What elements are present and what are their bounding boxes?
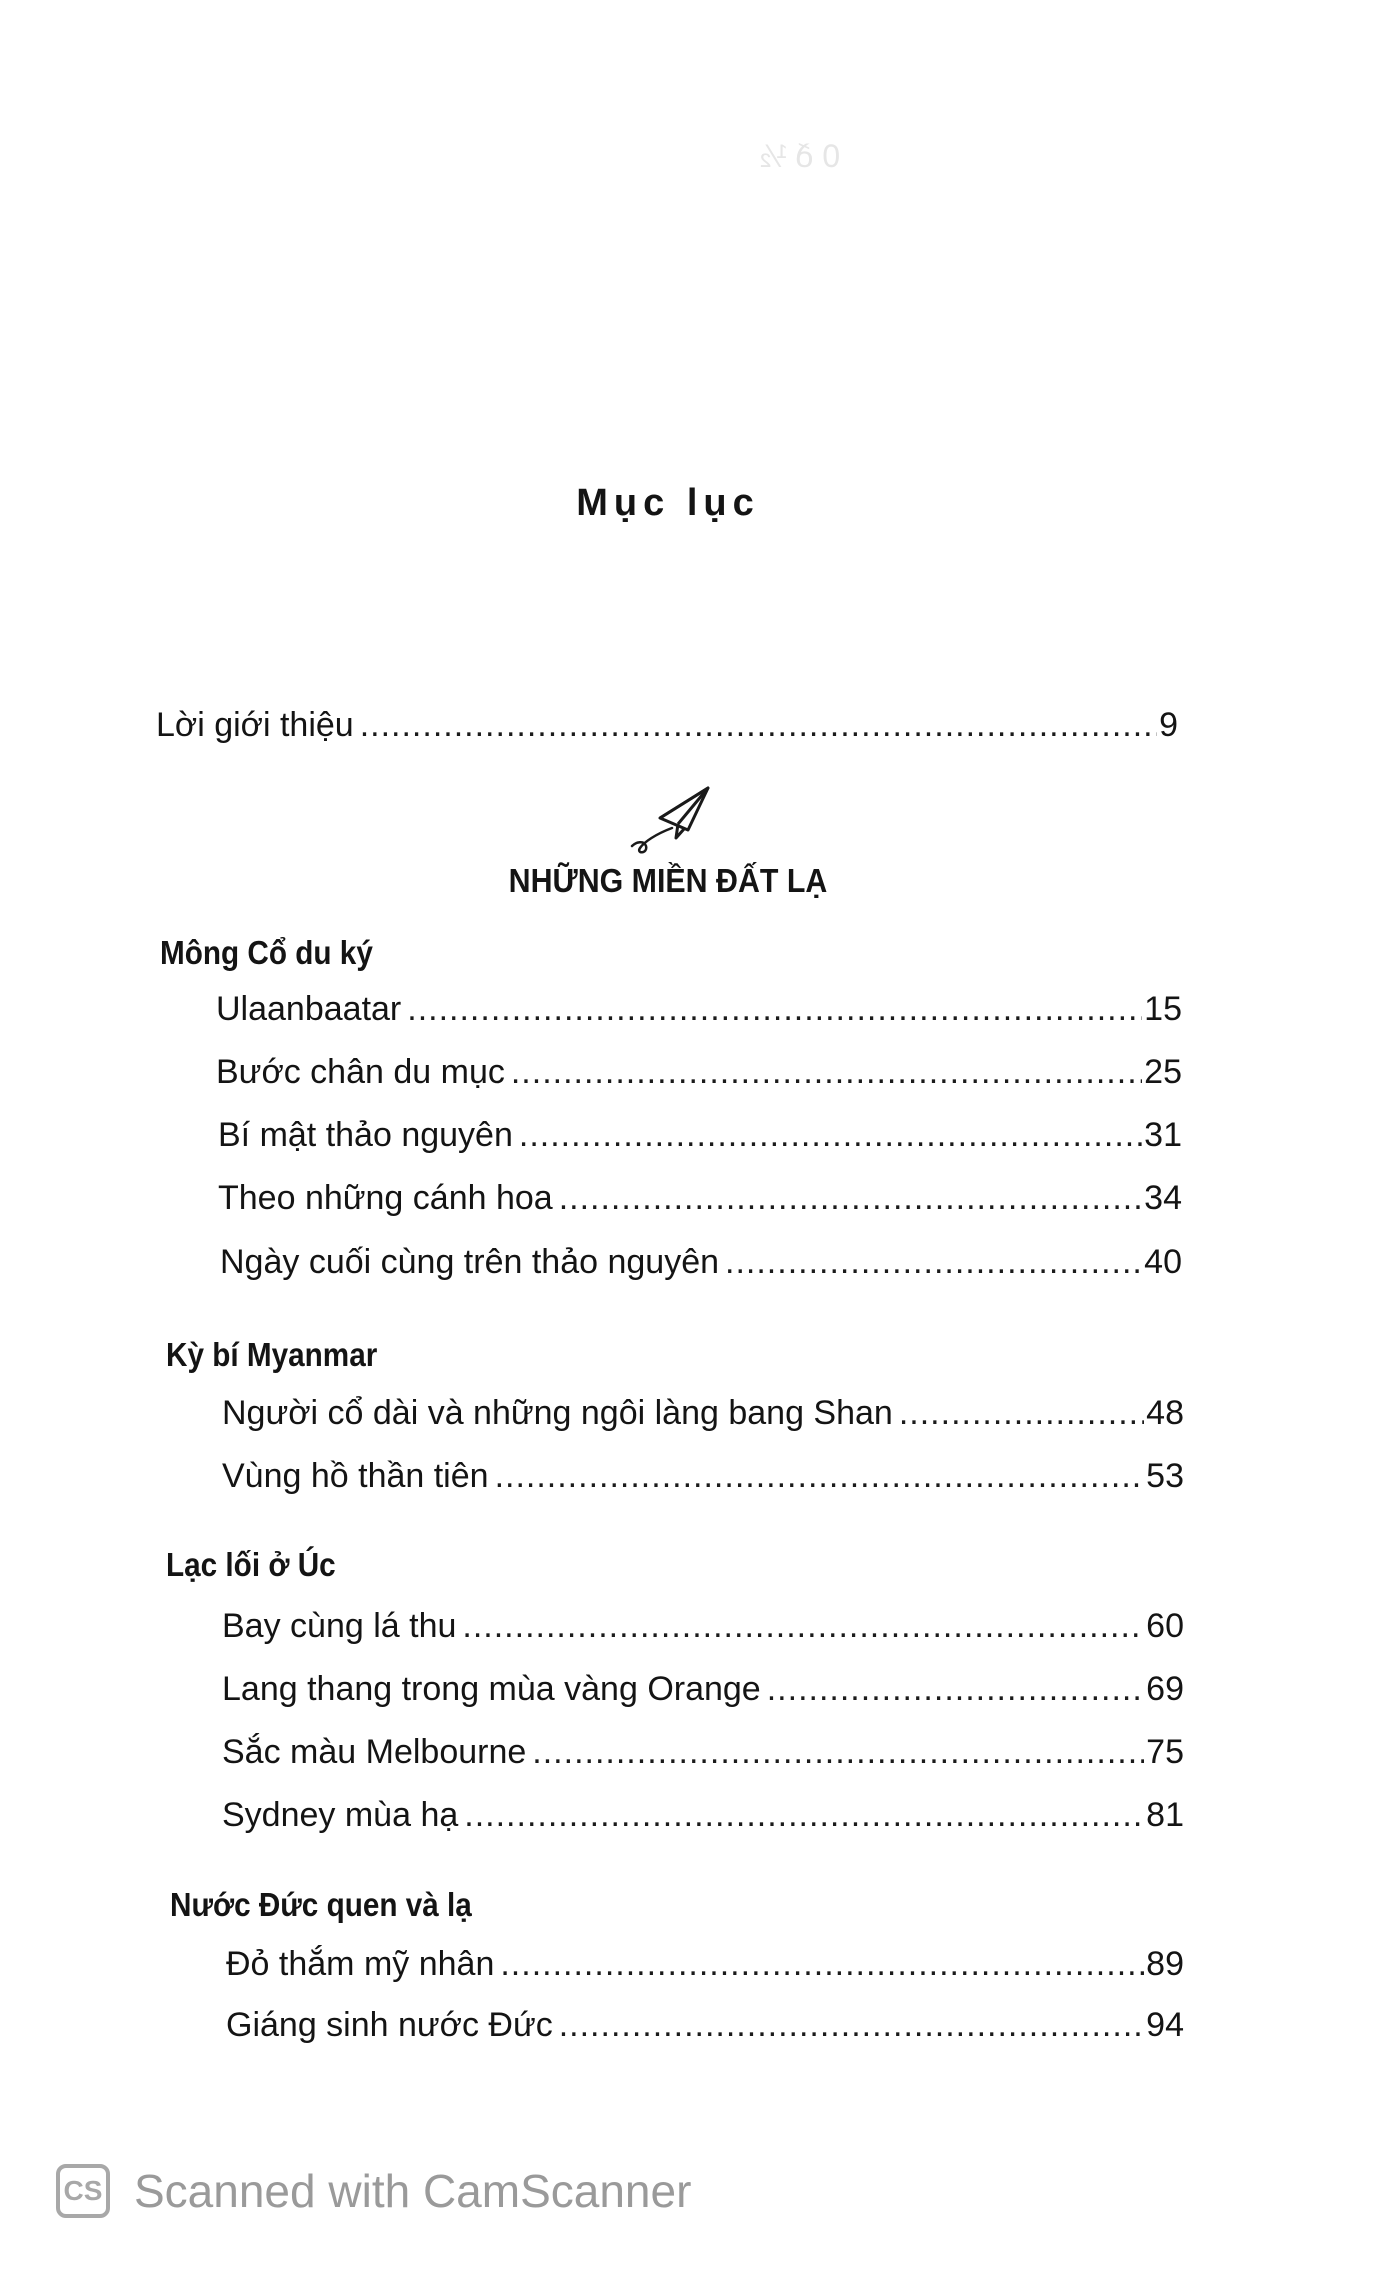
toc-page-number: 94 xyxy=(1146,2006,1184,2044)
toc-group-title: Kỳ bí Myanmar xyxy=(166,1336,378,1373)
toc-page-number: 34 xyxy=(1144,1179,1182,1217)
toc-group-title: Mông Cổ du ký xyxy=(160,934,373,971)
toc-page-number: 9 xyxy=(1159,706,1178,744)
toc-page-number: 60 xyxy=(1146,1607,1184,1645)
toc-entry-label: Vùng hồ thần tiên xyxy=(222,1457,489,1495)
toc-row xyxy=(218,1179,1182,1218)
camscanner-logo-icon: CS xyxy=(56,2164,110,2218)
toc-entry-label: Giáng sinh nước Đức xyxy=(226,2006,553,2044)
toc-row xyxy=(222,1457,1184,1496)
toc-entry-label: Bay cùng lá thu xyxy=(222,1607,457,1645)
toc-entry-label: Lang thang trong mùa vàng Orange xyxy=(222,1670,761,1708)
toc-row xyxy=(222,1394,1184,1433)
toc-row xyxy=(222,1796,1184,1835)
toc-row xyxy=(226,2006,1184,2045)
dot-leader xyxy=(360,706,1157,745)
section-title: NHỮNG MIỀN ĐẤT LẠ xyxy=(508,862,828,899)
dot-leader xyxy=(462,1607,1144,1646)
dot-leader xyxy=(559,2006,1144,2045)
dot-leader xyxy=(500,1945,1144,1984)
toc-entry-label: Người cổ dài và những ngôi làng bang Shan xyxy=(222,1394,893,1432)
dot-leader xyxy=(407,990,1142,1029)
toc-row xyxy=(222,1733,1184,1772)
toc-page-number: 89 xyxy=(1146,1945,1184,1983)
toc-entry-label: Sydney mùa hạ xyxy=(222,1796,459,1834)
toc-entry-label: Lời giới thiệu xyxy=(156,706,354,744)
toc-row xyxy=(220,1243,1182,1282)
dot-leader xyxy=(464,1796,1144,1835)
toc-entry-label: Ngày cuối cùng trên thảo nguyên xyxy=(220,1243,720,1281)
toc-entry-label: Bí mật thảo nguyên xyxy=(218,1116,513,1154)
dot-leader xyxy=(519,1116,1142,1155)
toc-entry-label: Ulaanbaatar xyxy=(216,990,402,1028)
toc-page-number: 69 xyxy=(1146,1670,1184,1708)
toc-page-number: 48 xyxy=(1146,1394,1184,1432)
dot-leader xyxy=(559,1179,1142,1218)
toc-row xyxy=(222,1670,1184,1709)
page-title: Mục lục xyxy=(576,482,760,524)
toc-page-number: 75 xyxy=(1146,1733,1184,1771)
toc-page-number: 31 xyxy=(1144,1116,1182,1154)
toc-page-number: 40 xyxy=(1144,1243,1182,1281)
toc-entry-label: Theo những cánh hoa xyxy=(218,1179,553,1217)
toc-page-number: 25 xyxy=(1144,1053,1182,1091)
dot-leader xyxy=(899,1394,1144,1433)
toc-row xyxy=(218,1116,1182,1155)
toc-row xyxy=(216,1053,1182,1092)
toc-row xyxy=(222,1607,1184,1646)
toc-entry-label: Đỏ thắm mỹ nhân xyxy=(226,1945,495,1983)
dot-leader xyxy=(532,1733,1144,1772)
toc-group-title: Lạc lối ở Úc xyxy=(166,1546,336,1583)
toc-page-number: 81 xyxy=(1146,1796,1184,1834)
toc-entry-label: Sắc màu Melbourne xyxy=(222,1733,527,1771)
scanner-watermark xyxy=(56,2158,691,2224)
paper-plane-icon xyxy=(626,784,712,854)
dot-leader xyxy=(511,1053,1142,1092)
toc-entry-label: Bước chân du mục xyxy=(216,1053,505,1091)
toc-row-intro xyxy=(156,706,1178,745)
toc-row xyxy=(216,990,1182,1029)
watermark-text: Scanned with CamScanner xyxy=(134,2165,692,2217)
toc-row xyxy=(226,1945,1184,1984)
dot-leader xyxy=(725,1243,1142,1282)
toc-group-title: Nước Đức quen và lạ xyxy=(170,1886,472,1923)
toc-page-number: 15 xyxy=(1144,990,1182,1028)
bleed-through-text: 0 ð ½ xyxy=(760,138,841,174)
toc-page-number: 53 xyxy=(1146,1457,1184,1495)
dot-leader xyxy=(767,1670,1144,1709)
dot-leader xyxy=(495,1457,1145,1496)
